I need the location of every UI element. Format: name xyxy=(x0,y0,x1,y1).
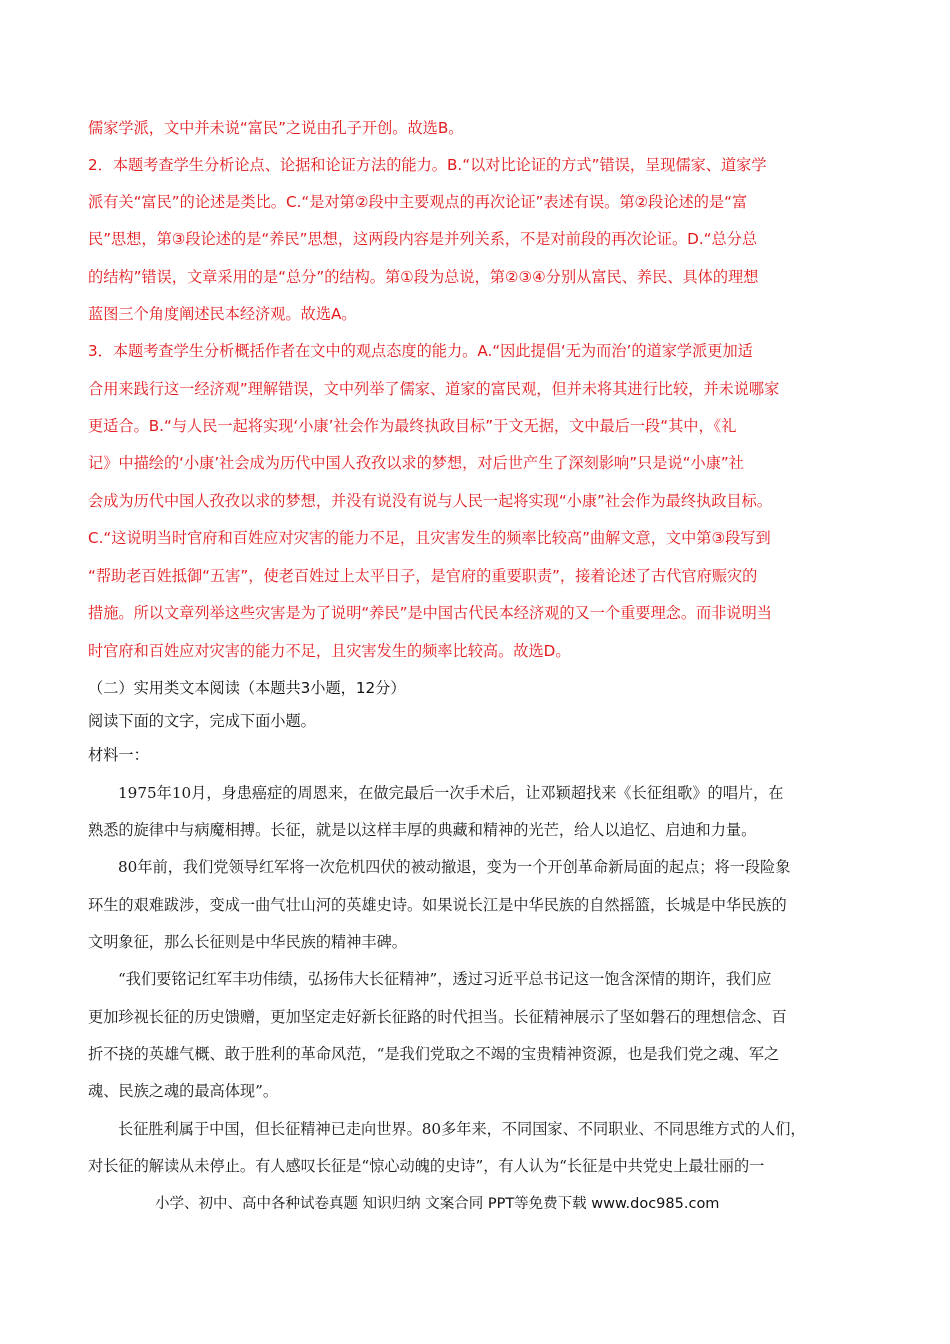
material-line: 长征胜利属于中国，但长征精神已走向世界。80多年来，不同国家、不同职业、不同思维方式的人们， xyxy=(118,1120,806,1138)
material-line: 魂、民族之魂的最高体现”。 xyxy=(88,1082,279,1100)
section-instruction: 阅读下面的文字，完成下面小题。 xyxy=(88,712,316,730)
answer-line: 措施。所以文章列举这些灾害是为了说明“养民”是中国古代民本经济观的又一个重要理念。而非说明当 xyxy=(88,604,772,622)
answer-line: 2．本题考查学生分析论点、论据和论证方法的能力。B.“以对比论证的方式”错误，呈现儒家、道家学 xyxy=(88,156,767,174)
answer-line: 会成为历代中国人孜孜以求的梦想，并没有说没有说与人民一起将实现“小康”社会作为最终执政目标。 xyxy=(88,492,772,510)
material-line: 文明象征，那么长征则是中华民族的精神丰碑。 xyxy=(88,933,407,951)
answer-line: 时官府和百姓应对灾害的能力不足，且灾害发生的频率比较高。故选D。 xyxy=(88,642,571,660)
material-line: 环生的艰难跋涉，变成一曲气壮山河的英雄史诗。如果说长江是中华民族的自然摇篮，长城是中华民族的 xyxy=(88,896,787,914)
answer-line: C.“这说明当时官府和百姓应对灾害的能力不足，且灾害发生的频率比较高”曲解文意，文中第③段写到 xyxy=(88,529,771,547)
answer-line: 合用来践行这一经济观”理解错误，文中列举了儒家、道家的富民观，但并未将其进行比较，并未说哪家 xyxy=(88,380,780,398)
answer-line: 3．本题考查学生分析概括作者在文中的观点态度的能力。A.“因此提倡‘无为而治’的道家学派更加适 xyxy=(88,342,753,360)
material-line: 对长征的解读从未停止。有人感叹长征是“惊心动魄的史诗”，有人认为“长征是中共党史上最壮丽的一 xyxy=(88,1157,765,1175)
answer-line: 更适合。B.“与人民一起将实现‘小康’社会作为最终执政目标”于文无据，文中最后一段“其中，《礼 xyxy=(88,417,737,435)
answer-line: 儒家学派，文中并未说“富民”之说由孔子开创。故选B。 xyxy=(88,119,464,137)
section-heading: （二）实用类文本阅读（本题共3小题，12分） xyxy=(88,679,406,697)
answer-line: “帮助老百姓抵御“五害”，使老百姓过上太平日子，是官府的重要职责”，接着论述了古代官府赈灾的 xyxy=(88,567,758,585)
material-line: 熟悉的旋律中与病魔相搏。长征，就是以这样丰厚的典藏和精神的光芒，给人以追忆、启迪和力量。 xyxy=(88,821,757,839)
page-footer: 小学、初中、高中各种试卷真题 知识归纳 文案合同 PPT等免费下载 www.doc985.com xyxy=(155,1196,720,1212)
answer-line: 派有关“富民”的论述是类比。C.“是对第②段中主要观点的再次论证”表述有误。第②段论述的是“富 xyxy=(88,193,748,211)
material-line: 1975年10月，身患癌症的周恩来，在做完最后一次手术后，让邓颖超找来《长征组歌》的唱片，在 xyxy=(118,784,784,802)
material-line: 80年前，我们党领导红军将一次危机四伏的被动撤退，变为一个开创革命新局面的起点；将一段险象 xyxy=(118,858,791,876)
answer-line: 民”思想，第③段论述的是“养民”思想，这两段内容是并列关系，不是对前段的再次论证。D.“总分总 xyxy=(88,230,758,248)
material-line: 折不挠的英雄气概、敢于胜利的革命风范，“是我们党取之不竭的宝贵精神资源，也是我们党之魂、军之 xyxy=(88,1045,780,1063)
material-label: 材料一： xyxy=(88,746,149,764)
answer-line: 记》中描绘的‘小康’社会成为历代中国人孜孜以求的梦想，对后世产生了深刻影响”只是说“小康”社 xyxy=(88,454,744,472)
answer-line: 的结构”错误，文章采用的是“总分”的结构。第①段为总说，第②③④分别从富民、养民、具体的理想 xyxy=(88,268,759,286)
material-line: 更加珍视长征的历史馈赠，更加坚定走好新长征路的时代担当。长征精神展示了坚如磐石的理想信念、百 xyxy=(88,1008,787,1026)
answer-line: 蓝图三个角度阐述民本经济观。故选A。 xyxy=(88,305,357,323)
material-line: “我们要铭记红军丰功伟绩，弘扬伟大长征精神”，透过习近平总书记这一饱含深情的期许，我们应 xyxy=(118,970,772,988)
